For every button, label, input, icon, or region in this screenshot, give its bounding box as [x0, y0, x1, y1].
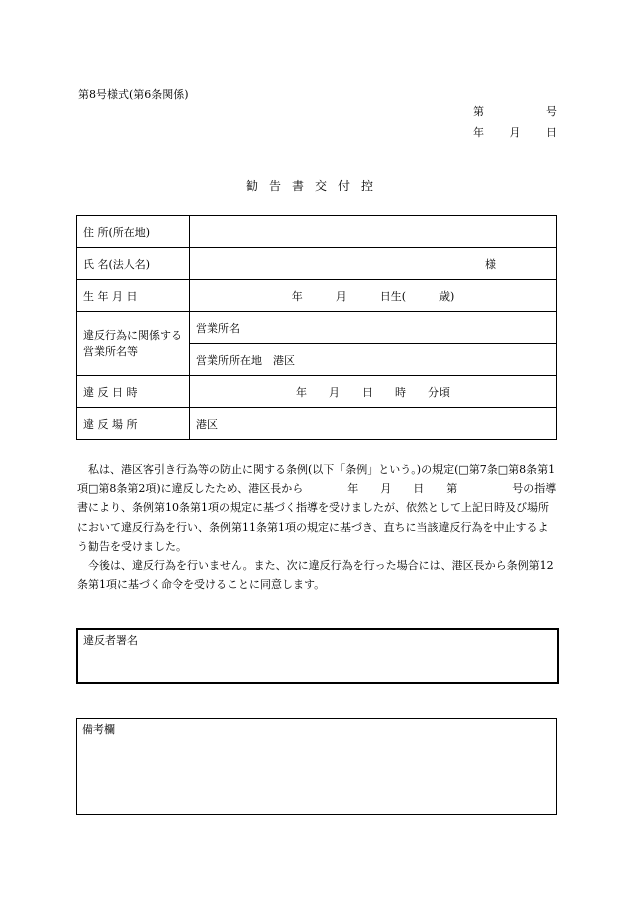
- business-name-field[interactable]: 営業所名: [190, 312, 557, 344]
- name-row: [77, 248, 557, 280]
- violation-place-field[interactable]: 港区: [190, 408, 557, 440]
- birth-row: [77, 280, 557, 312]
- name-suffix: 様: [485, 257, 496, 271]
- business-label: 違反行為に関係する営業所名等: [77, 312, 190, 376]
- address-row: [77, 216, 557, 248]
- violation-time-field[interactable]: 年 月 日 時 分頃: [190, 376, 557, 408]
- violation-time-label: 違 反 日 時: [77, 376, 190, 408]
- violation-place-row: [77, 408, 557, 440]
- doc-number-suffix: 号: [546, 105, 557, 118]
- remarks-label: 備考欄: [82, 723, 115, 736]
- doc-date-month: 月: [509, 126, 521, 139]
- statement-paragraph-2: 今後は、違反行為を行いません。また、次に違反行為を行った場合には、港区長から条例第12条第1項に基づく命令を受けることに同意します。: [77, 559, 554, 592]
- doc-date-year: 年: [473, 126, 484, 139]
- document-date-line: [473, 124, 557, 140]
- remarks-box[interactable]: [76, 718, 557, 815]
- address-label: 住 所(所在地): [77, 216, 190, 248]
- signature-label: 違反者署名: [83, 634, 138, 647]
- birth-field[interactable]: 年 月 日生( 歳): [190, 280, 557, 312]
- violation-place-label: 違 反 場 所: [77, 408, 190, 440]
- birth-label: 生 年 月 日: [77, 280, 190, 312]
- doc-date-day: 日: [546, 126, 557, 139]
- form-id: 第8号様式(第6条関係): [78, 88, 189, 101]
- address-field[interactable]: [190, 216, 557, 248]
- statement-text: [77, 460, 559, 594]
- document-number-line: [473, 103, 557, 119]
- document-title: 勧告書交付控: [245, 179, 384, 193]
- name-field[interactable]: [190, 248, 557, 280]
- doc-number-prefix: 第: [473, 105, 484, 118]
- business-name-row: [77, 312, 557, 344]
- signature-box[interactable]: [76, 628, 559, 684]
- violation-time-row: [77, 376, 557, 408]
- business-address-field[interactable]: 営業所所在地 港区: [190, 344, 557, 376]
- name-label: 氏 名(法人名): [77, 248, 190, 280]
- info-table: [76, 215, 557, 440]
- statement-paragraph-1: 私は、港区客引き行為等の防止に関する条例(以下「条例」という。)の規定(□第7条□第8条第1項□第8条第2項)に違反したため、港区長から 年 月 日 第 号の指導書により、条例第10条第1項の規定に基づく指導を受けましたが、依然として上記日時及び場所において違反行為を行い、条例第11条第1項の規定に基づき、直ちに当該違反行為を中止するよう勧告を受けました。: [77, 463, 557, 553]
